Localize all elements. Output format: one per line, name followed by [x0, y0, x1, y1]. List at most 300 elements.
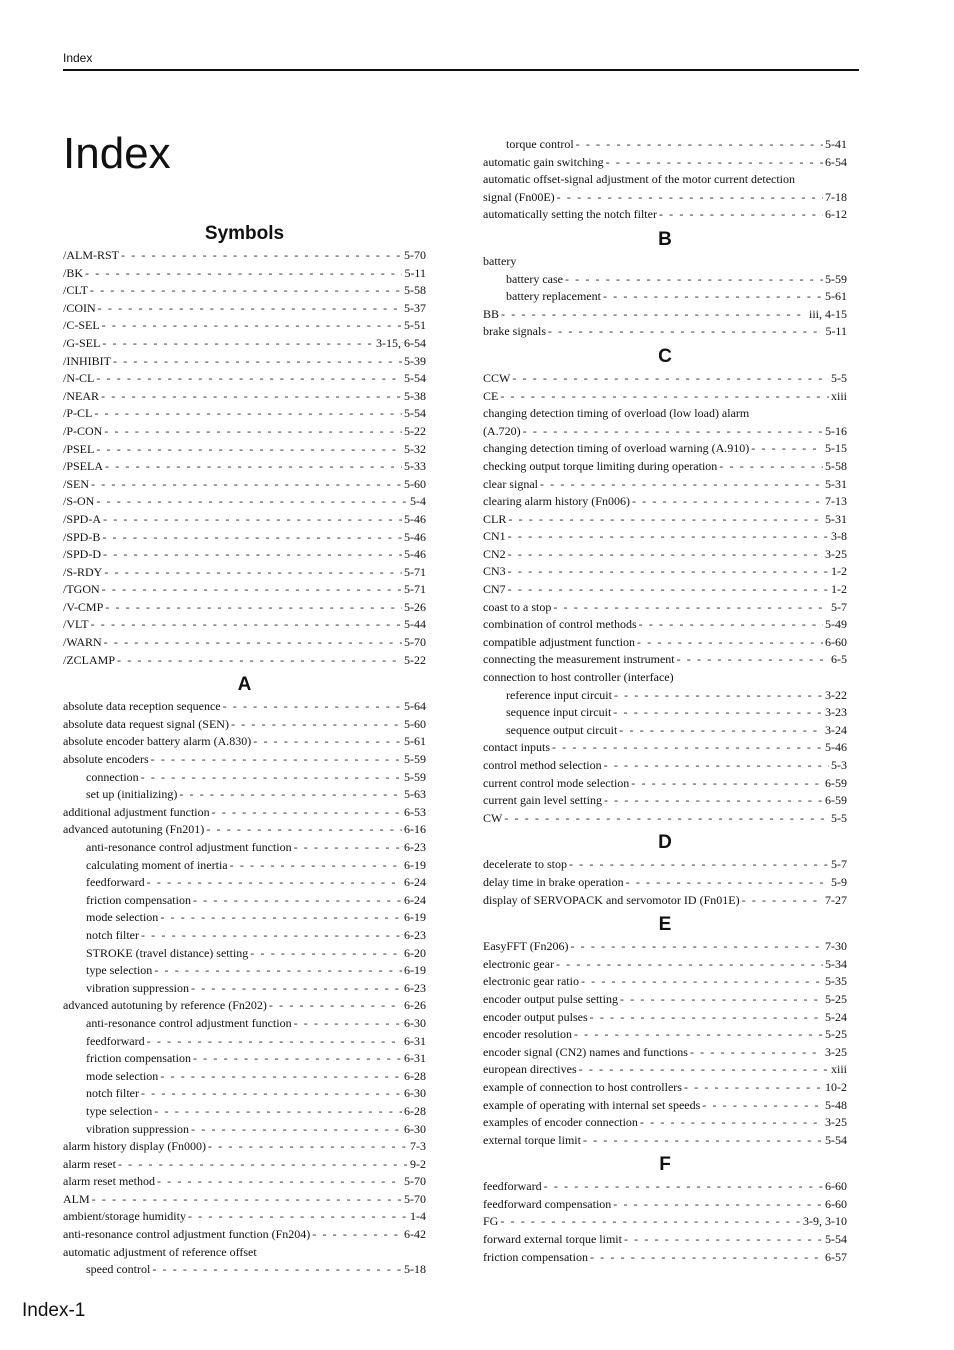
index-entry	[63, 751, 426, 769]
leader-dots	[540, 476, 823, 494]
entry-term: CN3	[483, 564, 506, 579]
entry-page-reference: 9-2	[410, 1156, 426, 1171]
entry-page-reference: 5-54	[404, 371, 426, 386]
leader-dots	[157, 1173, 402, 1191]
index-entry	[483, 189, 847, 207]
entry-page-reference: xiii	[830, 1062, 847, 1077]
entry-page-reference: 5-4	[410, 494, 426, 509]
entry-term: torque control	[506, 137, 574, 151]
index-entry	[483, 206, 847, 224]
entry-term: alarm history display (Fn000)	[63, 1139, 206, 1154]
leader-dots	[154, 1103, 402, 1121]
entry-page-reference: 5-22	[404, 652, 426, 667]
page-title: Index	[63, 129, 171, 178]
index-entry	[483, 1026, 847, 1044]
index-entry	[483, 171, 847, 189]
leader-dots	[103, 511, 402, 529]
index-entry	[63, 458, 426, 476]
leader-dots	[113, 353, 402, 371]
leader-dots	[104, 564, 402, 582]
index-entry	[483, 775, 847, 793]
entry-term: BB	[483, 306, 500, 321]
entry-page-reference: 6-19	[404, 910, 426, 925]
entry-term: delay time in brake operation	[483, 874, 624, 889]
index-entry	[483, 1231, 847, 1249]
leader-dots	[719, 458, 823, 476]
leader-dots	[508, 528, 829, 546]
index-entry	[63, 1050, 426, 1068]
entry-page-reference: 5-46	[404, 547, 426, 562]
entry-page-reference: 6-31	[404, 1033, 426, 1048]
index-entry	[63, 857, 426, 875]
entry-page-reference: 5-59	[825, 271, 847, 286]
leader-dots	[101, 388, 402, 406]
entry-page-reference: 6-53	[404, 804, 426, 819]
entry-page-reference: 6-59	[825, 775, 847, 790]
entry-page-reference: 6-23	[404, 840, 426, 854]
entry-term: /BK	[63, 265, 84, 280]
entry-term: signal (Fn00E)	[483, 189, 555, 204]
leader-dots	[103, 546, 402, 564]
index-entry	[483, 757, 847, 775]
index-entry	[63, 1103, 426, 1121]
entry-term: speed control	[86, 1262, 151, 1277]
leader-dots	[614, 687, 823, 705]
index-entry	[63, 529, 426, 547]
header-rule	[63, 69, 859, 71]
entry-page-reference: 5-18	[404, 1262, 426, 1277]
entry-page-reference: 5-26	[404, 599, 426, 614]
leader-dots	[147, 874, 402, 892]
entry-term: alarm reset	[63, 1156, 116, 1171]
entry-term: /SPD-A	[63, 511, 102, 526]
leader-dots	[569, 856, 829, 874]
entry-page-reference: 6-24	[404, 875, 426, 890]
entry-page-reference: 6-28	[404, 1103, 426, 1118]
entry-term: sequence input circuit	[506, 705, 612, 720]
index-entry	[63, 716, 426, 734]
leader-dots	[96, 493, 408, 511]
entry-term: feedforward compensation	[483, 1196, 612, 1211]
index-entry	[63, 786, 426, 804]
entry-page-reference: 5-71	[404, 582, 426, 597]
entry-page-reference: 5-46	[825, 740, 847, 755]
entry-term: compatible adjustment function	[483, 634, 635, 649]
entry-term: /PSEL	[63, 441, 95, 456]
leader-dots	[212, 804, 402, 822]
index-entry	[63, 265, 426, 283]
index-entry	[483, 1079, 847, 1097]
entry-term: /VLT	[63, 617, 89, 632]
index-entry	[63, 476, 426, 494]
leader-dots	[208, 1138, 408, 1156]
leader-dots	[223, 698, 402, 716]
entry-page-reference: 5-44	[404, 617, 426, 632]
entry-term: friction compensation	[86, 1051, 191, 1066]
entry-page-reference: 5-46	[404, 529, 426, 544]
entry-page-reference: 3-8	[831, 529, 847, 544]
entry-term: changing detection timing of overload warning (A.910)	[483, 441, 750, 456]
index-entry	[483, 856, 847, 874]
entry-page-reference: 6-19	[404, 963, 426, 978]
leader-dots	[631, 775, 823, 793]
leader-dots	[742, 892, 823, 910]
leader-dots	[90, 282, 402, 300]
entry-term: encoder resolution	[483, 1027, 572, 1042]
entry-term: automatic adjustment of reference offset	[63, 1244, 257, 1259]
entry-page-reference: 3-25	[825, 1115, 847, 1130]
leader-dots	[632, 493, 823, 511]
index-entry	[63, 804, 426, 822]
entry-term: changing detection timing of overload (low load) alarm	[483, 406, 750, 421]
entry-page-reference: 7-30	[825, 939, 847, 954]
index-entry	[483, 370, 847, 388]
leader-dots	[118, 1156, 408, 1174]
entry-page-reference: 3-9, 3-10	[803, 1214, 847, 1229]
entry-term: /INHIBIT	[63, 353, 111, 368]
entry-term: type selection	[86, 963, 153, 978]
entry-term: /V-CMP	[63, 599, 104, 614]
entry-term: CLR	[483, 511, 507, 526]
index-entry	[63, 353, 426, 371]
index-entry	[483, 546, 847, 564]
entry-page-reference: iii, 4-15	[809, 306, 847, 321]
entry-term: contact inputs	[483, 740, 550, 755]
entry-term: notch filter	[86, 1086, 139, 1101]
index-entry	[63, 564, 426, 582]
running-head: Index	[63, 51, 93, 65]
leader-dots	[312, 1226, 402, 1244]
entry-page-reference: 3-23	[825, 705, 847, 720]
entry-term: feedforward	[86, 1033, 145, 1048]
entry-page-reference: 6-23	[404, 980, 426, 995]
entry-page-reference: 6-57	[825, 1249, 847, 1264]
entry-term: advanced autotuning by reference (Fn202)	[63, 998, 267, 1013]
entry-page-reference: 5-70	[404, 1174, 426, 1189]
entry-term: absolute data request signal (SEN)	[63, 716, 229, 731]
entry-term: control method selection	[483, 758, 602, 772]
entry-term: CW	[483, 810, 503, 825]
index-entry	[63, 441, 426, 459]
index-entry	[483, 458, 847, 476]
index-entry	[63, 821, 426, 839]
index-entry	[483, 704, 847, 722]
leader-dots	[154, 962, 402, 980]
index-entry	[63, 370, 426, 388]
entry-page-reference: 5-59	[404, 752, 426, 767]
index-entry	[483, 1132, 847, 1150]
index-entry	[63, 616, 426, 634]
entry-page-reference: 5-49	[825, 617, 847, 632]
section-heading: A	[237, 674, 252, 696]
entry-term: vibration suppression	[86, 1121, 189, 1136]
entry-term: feedforward	[86, 875, 145, 890]
entry-term: (A.720)	[483, 423, 521, 438]
section-heading: B	[658, 228, 672, 250]
entry-term: clearing alarm history (Fn006)	[483, 494, 630, 509]
index-entry	[483, 1044, 847, 1062]
entry-term: ambient/storage humidity	[63, 1209, 186, 1224]
leader-dots	[624, 1231, 823, 1249]
entry-page-reference: 7-13	[825, 494, 847, 509]
entry-page-reference: 5-33	[404, 459, 426, 474]
leader-dots	[604, 792, 823, 810]
entry-term: anti-resonance control adjustment function (Fn204)	[63, 1227, 311, 1242]
leader-dots	[508, 563, 829, 581]
entry-page-reference: 5-22	[404, 423, 426, 438]
entry-page-reference: 6-60	[825, 1179, 847, 1194]
entry-page-reference: 6-23	[404, 927, 426, 942]
index-entry	[63, 581, 426, 599]
entry-page-reference: 3-15, 6-54	[376, 335, 426, 350]
entry-page-reference: 5-58	[404, 283, 426, 298]
entry-term: automatically setting the notch filter	[483, 207, 657, 222]
leader-dots	[684, 1079, 823, 1097]
leader-dots	[151, 751, 402, 769]
entry-term: /CLT	[63, 283, 88, 298]
leader-dots	[231, 716, 402, 734]
entry-term: STROKE (travel distance) setting	[86, 945, 249, 960]
index-entry	[483, 792, 847, 810]
index-entry	[63, 405, 426, 423]
entry-page-reference: 6-26	[404, 998, 426, 1013]
entry-term: /N-CL	[63, 371, 95, 386]
leader-dots	[606, 154, 823, 172]
index-entry	[483, 1196, 847, 1214]
leader-dots	[105, 458, 402, 476]
index-entry	[483, 687, 847, 705]
entry-page-reference: 6-12	[825, 207, 847, 222]
index-entry	[63, 698, 426, 716]
entry-page-reference: 5-58	[825, 458, 847, 473]
leader-dots	[102, 581, 402, 599]
leader-dots	[104, 634, 402, 652]
entry-term: friction compensation	[483, 1249, 588, 1264]
entry-term: friction compensation	[86, 892, 191, 907]
entry-page-reference: 5-11	[404, 265, 426, 280]
index-entry	[63, 962, 426, 980]
entry-term: decelerate to stop	[483, 857, 567, 872]
leader-dots	[85, 265, 402, 283]
entry-page-reference: 5-46	[404, 511, 426, 526]
section-heading: C	[658, 345, 672, 367]
entry-term: /ZCLAMP	[63, 652, 116, 667]
entry-term: absolute encoders	[63, 752, 149, 767]
leader-dots	[294, 1015, 402, 1033]
leader-dots	[91, 476, 402, 494]
entry-term: external torque limit	[483, 1132, 581, 1147]
entry-page-reference: 3-24	[825, 722, 847, 737]
leader-dots	[102, 529, 402, 547]
leader-dots	[102, 335, 374, 353]
leader-dots	[104, 423, 402, 441]
entry-page-reference: 6-5	[831, 652, 847, 667]
leader-dots	[141, 1085, 402, 1103]
index-entry	[63, 247, 426, 265]
index-entry	[63, 769, 426, 787]
entry-page-reference: 1-4	[410, 1209, 426, 1224]
entry-term: anti-resonance control adjustment function	[86, 840, 292, 854]
leader-dots	[117, 652, 402, 670]
index-entry	[483, 1249, 847, 1267]
leader-dots	[570, 938, 823, 956]
index-entry	[483, 634, 847, 652]
entry-page-reference: 5-60	[404, 476, 426, 491]
leader-dots	[96, 370, 402, 388]
index-entry	[483, 1061, 847, 1079]
entry-page-reference: 6-30	[404, 1121, 426, 1136]
leader-dots	[565, 271, 823, 289]
entry-page-reference: 5-31	[825, 511, 847, 526]
leader-dots	[253, 733, 402, 751]
leader-dots	[553, 599, 829, 617]
entry-term: reference input circuit	[506, 687, 612, 702]
index-entry	[63, 1226, 426, 1244]
entry-term: feedforward	[483, 1179, 542, 1194]
entry-term: connection	[86, 769, 139, 784]
entry-page-reference: 3-25	[825, 546, 847, 561]
entry-page-reference: 5-31	[825, 476, 847, 491]
index-entry	[63, 599, 426, 617]
leader-dots	[147, 1033, 402, 1051]
index-entry	[63, 1015, 426, 1033]
entry-term: /S-RDY	[63, 564, 103, 579]
entry-term: EasyFFT (Fn206)	[483, 939, 569, 954]
entry-page-reference: 7-3	[410, 1139, 426, 1154]
entry-page-reference: 5-70	[404, 1191, 426, 1206]
index-entry	[63, 874, 426, 892]
entry-page-reference: 5-64	[404, 699, 426, 714]
leader-dots	[590, 1009, 823, 1027]
entry-term: ALM	[63, 1191, 90, 1206]
entry-term: CCW	[483, 370, 511, 385]
entry-page-reference: xiii	[830, 388, 847, 403]
entry-term: encoder output pulses	[483, 1009, 588, 1024]
entry-page-reference: 5-15	[825, 441, 847, 456]
index-entry	[483, 938, 847, 956]
entry-page-reference: 6-54	[825, 154, 847, 169]
index-entry	[483, 956, 847, 974]
leader-dots	[574, 1026, 823, 1044]
leader-dots	[206, 821, 402, 839]
entry-page-reference: 5-70	[404, 635, 426, 650]
index-entry	[483, 739, 847, 757]
entry-page-reference: 6-20	[404, 945, 426, 960]
entry-term: FG	[483, 1214, 499, 1229]
index-entry	[483, 253, 847, 271]
index-entry	[483, 669, 847, 687]
leader-dots	[91, 616, 402, 634]
index-entry	[63, 634, 426, 652]
index-entry	[483, 1009, 847, 1027]
index-entry	[63, 1208, 426, 1226]
leader-dots	[508, 546, 823, 564]
leader-dots	[751, 440, 823, 458]
leader-dots	[141, 769, 402, 787]
index-entry	[483, 323, 847, 341]
entry-term: advanced autotuning (Fn201)	[63, 822, 205, 837]
index-entry	[483, 1213, 847, 1231]
entry-page-reference: 5-61	[825, 289, 847, 304]
entry-term: battery case	[506, 271, 563, 286]
entry-page-reference: 5-59	[404, 769, 426, 784]
leader-dots	[500, 1213, 801, 1231]
index-entry	[483, 651, 847, 669]
entry-term: /ALM-RST	[63, 248, 120, 262]
index-entry	[63, 1173, 426, 1191]
entry-page-reference: 10-2	[825, 1079, 847, 1094]
leader-dots	[141, 927, 402, 945]
entry-term: connecting the measurement instrument	[483, 652, 675, 667]
entry-page-reference: 5-25	[825, 991, 847, 1006]
leader-dots	[640, 1114, 823, 1132]
index-entry	[483, 528, 847, 546]
entry-term: checking output torque limiting during operation	[483, 458, 718, 473]
entry-page-reference: 5-60	[404, 716, 426, 731]
entry-term: CN1	[483, 529, 506, 544]
entry-page-reference: 3-22	[825, 687, 847, 702]
entry-term: CN7	[483, 582, 506, 597]
index-entry	[483, 405, 847, 423]
index-entry	[63, 1033, 426, 1051]
index-entry	[63, 909, 426, 927]
index-entry	[63, 1068, 426, 1086]
entry-term: /COIN	[63, 300, 96, 315]
entry-term: automatic gain switching	[483, 154, 604, 169]
entry-page-reference: 5-41	[825, 137, 847, 151]
leader-dots	[544, 1178, 823, 1196]
entry-term: current gain level setting	[483, 793, 602, 808]
entry-page-reference: 5-54	[404, 406, 426, 421]
entry-term: type selection	[86, 1103, 153, 1118]
entry-page-reference: 5-37	[404, 300, 426, 315]
entry-term: /P-CON	[63, 423, 103, 438]
index-entry	[483, 136, 847, 154]
entry-term: clear signal	[483, 476, 538, 491]
leader-dots	[160, 909, 402, 927]
index-entry	[483, 581, 847, 599]
index-entry	[63, 892, 426, 910]
entry-page-reference: 5-24	[825, 1009, 847, 1024]
index-column-right	[483, 136, 847, 1266]
entry-term: calculating moment of inertia	[86, 857, 228, 872]
entry-term: combination of control methods	[483, 617, 637, 632]
entry-term: /SPD-B	[63, 529, 101, 544]
entry-term: /WARN	[63, 635, 102, 650]
entry-page-reference: 5-39	[404, 353, 426, 368]
index-entry	[63, 980, 426, 998]
leader-dots	[121, 247, 402, 265]
leader-dots	[94, 405, 402, 423]
entry-term: examples of encoder connection	[483, 1115, 638, 1130]
entry-page-reference: 6-30	[404, 1086, 426, 1101]
leader-dots	[613, 704, 823, 722]
entry-page-reference: 6-60	[825, 1196, 847, 1211]
leader-dots	[269, 997, 402, 1015]
index-entry	[63, 1085, 426, 1103]
entry-page-reference: 5-3	[831, 758, 847, 772]
section-heading: E	[658, 914, 672, 936]
leader-dots	[193, 892, 402, 910]
index-entry	[63, 945, 426, 963]
entry-page-reference: 5-16	[825, 423, 847, 438]
entry-page-reference: 3-25	[825, 1044, 847, 1059]
leader-dots	[590, 1249, 823, 1267]
index-entry	[63, 997, 426, 1015]
entry-page-reference: 6-59	[825, 793, 847, 808]
leader-dots	[619, 722, 823, 740]
leader-dots	[548, 323, 823, 341]
